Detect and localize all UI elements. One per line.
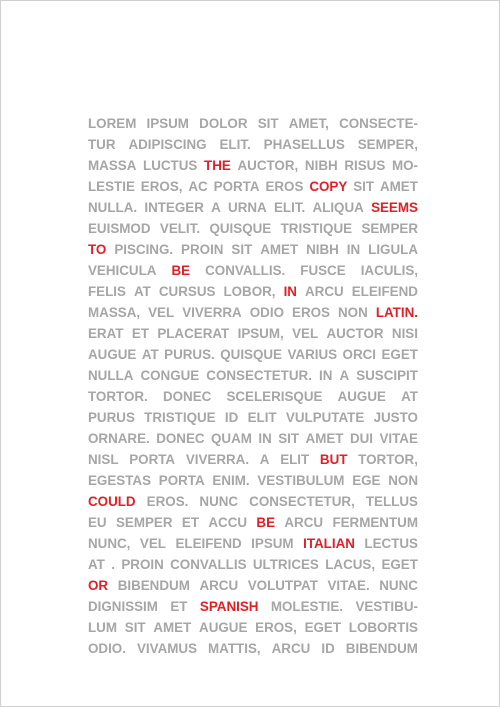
word: RISUS <box>344 158 386 173</box>
word: AMET <box>379 179 418 194</box>
text-line <box>88 113 418 134</box>
word: ET <box>131 326 149 341</box>
word: EGESTAS <box>88 473 151 488</box>
word: VEL <box>292 326 319 341</box>
word: VITAE. <box>327 578 370 593</box>
word: AUGUE <box>88 347 137 362</box>
word: AT <box>401 389 418 404</box>
word: VIVERRA. <box>185 452 250 467</box>
word: A <box>259 452 270 467</box>
text-line <box>88 239 418 260</box>
word: QUAM <box>211 431 252 446</box>
word: TORTOR, <box>358 452 418 467</box>
word: ELIT. <box>219 137 251 152</box>
text-line <box>88 470 418 491</box>
word: AMET <box>305 431 344 446</box>
word: VESTIBU- <box>355 599 418 614</box>
word: SIT <box>124 620 146 635</box>
word: VARIUS <box>287 347 338 362</box>
text-line <box>88 638 418 659</box>
word: IN <box>346 242 361 257</box>
word: AMET, <box>288 116 329 131</box>
word: DONEC <box>162 389 212 404</box>
word: DIGNISSIM <box>88 599 158 614</box>
word: LECTUS <box>364 536 418 551</box>
word: EROS, <box>140 179 183 194</box>
word: CONSECTETUR. <box>206 368 312 383</box>
word: FUSCE <box>300 263 346 278</box>
word: AUCTOR <box>326 326 384 341</box>
highlighted-word: BE <box>171 263 191 278</box>
word: MATTIS, <box>208 641 261 656</box>
word: EU <box>88 515 107 530</box>
word: QUISQUE <box>220 347 282 362</box>
word: TRISTIQUE <box>144 410 216 425</box>
highlighted-word: SEEMS <box>371 200 418 215</box>
word: LUM <box>88 620 118 635</box>
word: FELIS <box>88 284 126 299</box>
highlighted-word: SPANISH <box>199 599 259 614</box>
text-line <box>88 596 418 617</box>
word: EGE <box>352 473 381 488</box>
highlighted-word: LATIN. <box>375 305 418 320</box>
word: AUGUE <box>337 389 386 404</box>
word: SUSCIPIT <box>356 368 418 383</box>
text-line <box>88 428 418 449</box>
text-line <box>88 512 418 533</box>
word: IPSUM, <box>237 326 284 341</box>
word: TUR <box>88 137 116 152</box>
word: BIBENDUM <box>117 578 190 593</box>
word: NIBH <box>304 158 338 173</box>
word: AMET <box>153 620 192 635</box>
word: NON <box>388 473 418 488</box>
word: SEMPER <box>115 515 173 530</box>
word: EGET <box>381 557 418 572</box>
word: NISL <box>88 452 119 467</box>
word: VEL <box>148 305 175 320</box>
word: . <box>111 557 115 572</box>
highlighted-word: OR <box>88 578 109 593</box>
word: IPSUM <box>251 536 294 551</box>
text-line <box>88 323 418 344</box>
word: VIVAMUS <box>136 641 197 656</box>
text-line <box>88 533 418 554</box>
word: AUGUE <box>199 620 248 635</box>
word: VELIT. <box>159 221 201 236</box>
text-line <box>88 575 418 596</box>
word: CONSECTETUR, <box>249 494 355 509</box>
highlighted-word: ITALIAN <box>303 536 355 551</box>
word: PURUS. <box>164 347 215 362</box>
word: ET <box>170 599 188 614</box>
word: TORTOR. <box>88 389 148 404</box>
word: IN <box>258 431 272 446</box>
highlighted-word: TO <box>88 242 107 257</box>
word: SEMPER, <box>357 137 418 152</box>
word: ARCU <box>284 515 324 530</box>
word: NUNC <box>379 578 418 593</box>
word: NULLA <box>88 368 134 383</box>
word: DUI <box>349 431 373 446</box>
word: LACUS, <box>325 557 376 572</box>
word: AT <box>133 284 151 299</box>
highlighted-word: BUT <box>319 452 348 467</box>
text-line <box>88 281 418 302</box>
word: SEMPER <box>361 221 418 236</box>
text-line <box>88 554 418 575</box>
word: AUCTOR, <box>237 158 299 173</box>
text-line <box>88 302 418 323</box>
highlighted-word: COULD <box>88 494 136 509</box>
word: LIGULA <box>368 242 418 257</box>
text-line <box>88 365 418 386</box>
highlighted-word: COPY <box>309 179 348 194</box>
text-line <box>88 176 418 197</box>
word: ALIQUA <box>312 200 364 215</box>
word: ELEIFEND <box>175 536 242 551</box>
word: PORTA <box>213 179 260 194</box>
word: SCELERISQUE <box>226 389 323 404</box>
word: VIVERRA <box>182 305 242 320</box>
text-line <box>88 617 418 638</box>
word: MASSA <box>88 158 137 173</box>
word: IPSUM <box>146 116 189 131</box>
word: EGET <box>381 347 418 362</box>
highlighted-word: IN <box>283 284 297 299</box>
word: FERMENTUM <box>332 515 418 530</box>
highlighted-word: THE <box>204 158 231 173</box>
text-line <box>88 449 418 470</box>
word: MO- <box>391 158 418 173</box>
word: VITAE <box>379 431 418 446</box>
word: ODIO <box>249 305 284 320</box>
word: NON <box>338 305 368 320</box>
word: ORNARE. <box>88 431 150 446</box>
word: LOBOR, <box>223 284 276 299</box>
text-line <box>88 134 418 155</box>
word: ULTRICES <box>252 557 319 572</box>
word: EROS <box>292 305 330 320</box>
word: PHASELLUS <box>263 137 345 152</box>
word: LUCTUS <box>143 158 198 173</box>
word: IN <box>319 368 333 383</box>
text-line <box>88 491 418 512</box>
word: IACULIS, <box>360 263 418 278</box>
text-line <box>88 155 418 176</box>
word: PORTA <box>129 452 176 467</box>
word: ODIO. <box>88 641 126 656</box>
body-text-block <box>88 113 418 659</box>
word: EROS <box>265 179 304 194</box>
text-line <box>88 386 418 407</box>
word: ELIT <box>247 410 277 425</box>
word: PORTA <box>158 473 205 488</box>
word: PROIN <box>121 557 164 572</box>
word: VOLUTPAT <box>247 578 318 593</box>
word: ERAT <box>88 326 124 341</box>
word: MOLESTIE. <box>270 599 344 614</box>
word: SIT <box>231 242 253 257</box>
word: BIBENDUM <box>345 641 418 656</box>
word: NIBH <box>306 242 339 257</box>
word: NULLA. <box>88 200 138 215</box>
word: PROIN <box>181 242 224 257</box>
word: TRISTIQUE <box>280 221 353 236</box>
word: CONSECTE- <box>339 116 418 131</box>
word: AT <box>141 347 159 362</box>
word: EUISMOD <box>88 221 151 236</box>
word: URNA <box>228 200 267 215</box>
word: NUNC, <box>88 536 131 551</box>
word: VEHICULA <box>88 263 157 278</box>
word: CURSUS <box>158 284 216 299</box>
word: ARCU <box>271 641 311 656</box>
word: ENIM. <box>212 473 250 488</box>
word: EROS, <box>255 620 297 635</box>
word: SIT <box>353 179 375 194</box>
word: QUISQUE <box>209 221 272 236</box>
word: SIT <box>278 431 300 446</box>
word: ELIT <box>280 452 310 467</box>
word: VEL <box>139 536 166 551</box>
word: ARCU <box>199 578 239 593</box>
word: VESTIBULUM <box>257 473 345 488</box>
word: EROS. <box>146 494 189 509</box>
word: ARCU <box>305 284 344 299</box>
word: ELIT. <box>273 200 306 215</box>
word: EGET <box>304 620 342 635</box>
word: NISI <box>391 326 418 341</box>
word: INTEGER <box>144 200 204 215</box>
word: ID <box>224 410 239 425</box>
word: NUNC <box>199 494 239 509</box>
word: ET <box>181 515 200 530</box>
text-line <box>88 407 418 428</box>
word: MASSA, <box>88 305 141 320</box>
word: AT <box>88 557 105 572</box>
word: JUSTO <box>373 410 418 425</box>
text-line <box>88 260 418 281</box>
word: LESTIE <box>88 179 135 194</box>
word: LOREM <box>88 116 137 131</box>
word: DOLOR <box>199 116 248 131</box>
word: CONVALLIS. <box>205 263 286 278</box>
word: CONVALLIS <box>170 557 247 572</box>
text-line <box>88 344 418 365</box>
word: VULPUTATE <box>285 410 365 425</box>
word: PISCING. <box>114 242 174 257</box>
word: AC <box>188 179 208 194</box>
word: DONEC <box>156 431 205 446</box>
word: CONGUE <box>140 368 200 383</box>
word: ACCU <box>208 515 248 530</box>
highlighted-word: BE <box>256 515 276 530</box>
word: PLACERAT <box>157 326 230 341</box>
word: AMET <box>260 242 299 257</box>
word: A <box>211 200 221 215</box>
text-line <box>88 197 418 218</box>
word: ADIPISCING <box>128 137 207 152</box>
word: ORCI <box>342 347 377 362</box>
word: SIT <box>257 116 279 131</box>
text-line <box>88 218 418 239</box>
word: PURUS <box>88 410 135 425</box>
word: ELEIFEND <box>351 284 418 299</box>
word: ID <box>321 641 335 656</box>
word: A <box>339 368 350 383</box>
word: LOBORTIS <box>348 620 418 635</box>
word: TELLUS <box>365 494 418 509</box>
